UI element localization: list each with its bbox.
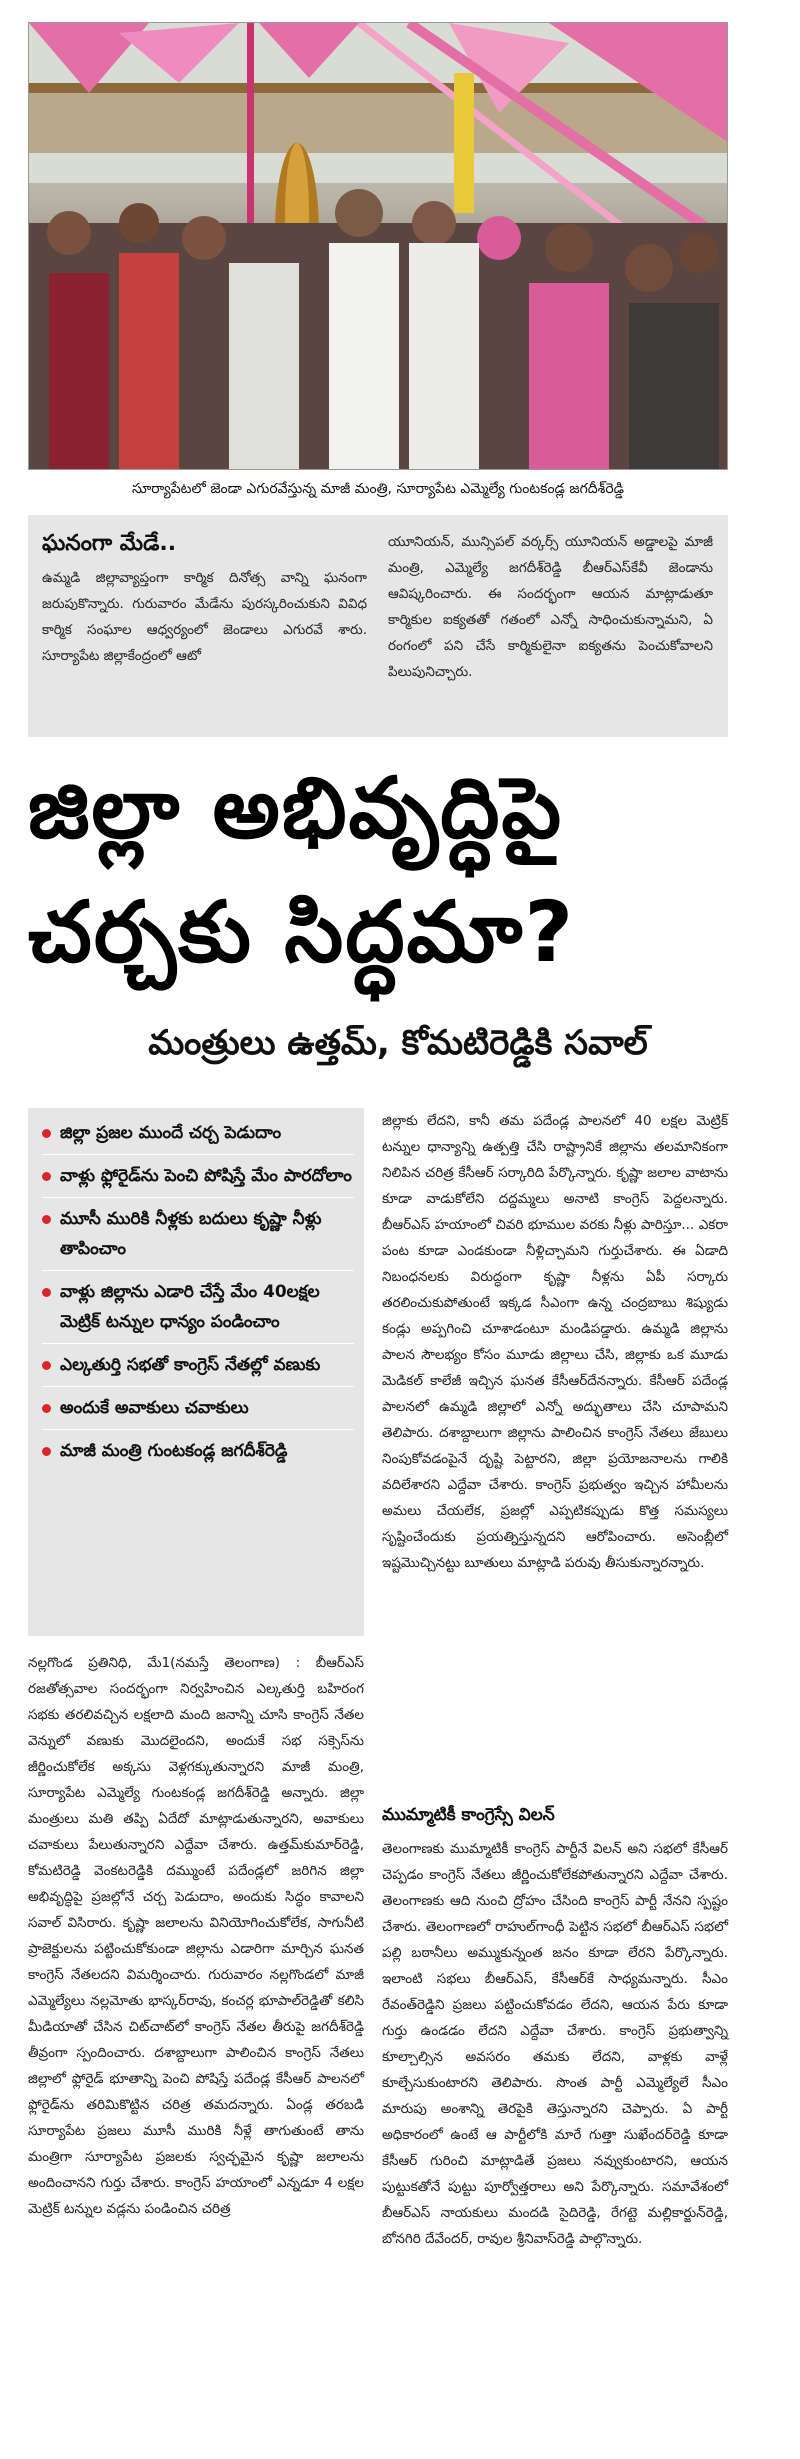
highlight-item: మాజీ మంత్రి గుంటకండ్ల జగదీశ్‌రెడ్డి [42, 1436, 354, 1472]
article-right-column-upper: జిల్లాకు లేదని, కానీ తమ పదేండ్ల పాలనలో 40 లక్షల మెట్రిక్ టన్నుల ధాన్యాన్ని ఉత్పత్తి చేసి రాష్ట్రానికే జిల్లాను తలమానికంగా నిలిపిన చరిత్ర కేసీఆర్ సర్కారిది పేర్కొన్నారు. కృష్ణా జలాల వాటాను కూడా వాడుకోలేని దద్దమ్మలు అనాటి కాంగ్రెస్ పెద్దలన్నారు. బీఆర్‌ఎస్ హయాంలో చివరి భూముల వరకు నీళ్లు పారిస్తూ... ఎకరా పంట కూడా ఎండకుండా నీళ్లిచ్చామని గుర్తుచేశారు. ఈ ఏడాది నిబంధనలకు విరుద్ధంగా కృష్ణా నీళ్లను ఏపీ సర్కారు తరలించుకుపోతుంటే ఇక్కడ సీఎంగా ఉన్న చంద్రబాబు శిష్యుడు కండ్లు అప్పగించి చూశాడంటూ మండిపడ్డారు. ఉమ్మడి జిల్లాను పాలన సౌలభ్యం కోసం మూడు జిల్లాలు చేసి, జిల్లాకు ఒక మూడు మెడికల్ కాలేజీ ఇచ్చిన ఘనత కేసీఆర్‌దేనన్నారు. కేసీఆర్ పదేండ్ల పాలనలో ఉమ్మడి జిల్లాలో ఎన్నో అద్భుతాలు చేసి చూపామని తెలిపారు. దశాబ్దాలుగా జిల్లాను పాలించిన కాంగ్రెస్ నేతలు జేబులు నింపుకోవడంపైనే దృష్టి పెట్టారని, జిల్లా ప్రయోజనాలను గాలికి వదిలేశారని ఎద్దేవా చేశారు. కాంగ్రెస్ ప్రభుత్వం ఇచ్చిన హామీలను అమలు చేయలేక, ప్రజల్లో ఎప్పటికప్పుడు కొత్త సమస్యలు సృష్టించేందుకు ప్రయత్నిస్తున్నదని ఆరోపించారు. అసెంబ్లీలో ఇష్టమొచ్చినట్టు బూతులు మాట్లాడి పరువు తీసుకున్నారన్నారు. [382, 1113, 728, 1571]
bullet-icon [42, 1215, 51, 1224]
may-day-title: ఘనంగా మేడే.. [42, 531, 177, 556]
may-day-right-column [388, 529, 713, 685]
bullet-icon [42, 1361, 51, 1370]
photo-caption: సూర్యాపేటలో జెండా ఎగురవేస్తున్న మాజీ మంత్రి, సూర్యాపేట ఎమ్మెల్యే గుంటకండ్ల జగదీశ్‌రెడ్డి [132, 481, 624, 497]
highlight-item: వాళ్లు జిల్లాను ఎడారి చేస్తే మేం 40లక్షల మెట్రిక్ టన్నుల ధాన్యం పండించాం [42, 1277, 354, 1344]
bullet-icon [42, 1447, 51, 1456]
may-day-right-text: యూనియన్, మున్సిపల్ వర్కర్స్ యూనియన్ అడ్డాలపై మాజీ మంత్రి, ఎమ్మెల్యే జగదీశ్‌రెడ్డి బీఆర్‌ఎస్‌కేవీ జెండాను ఆవిష్కరించారు. ఈ సందర్భంగా ఆయన మాట్లాడుతూ కార్మికుల ఐక్యతతో గతంలో ఎన్నో సాధించుకున్నామని, ఏ రంగంలో పని చేసే కార్మికులైనా ఐక్యతను పెంచుకోవాలని పిలుపునిచ్చారు. [388, 534, 713, 680]
article-right-column-lower-text: తెలంగాణకు ముమ్మాటికీ కాంగ్రెస్ పార్టీనే విలన్ అని సభలో కేసీఆర్ చెప్పడం కాంగ్రెస్ నేతలు జీర్ణించుకోలేకపోతున్నారని ఎద్దేవా చేశారు. తెలంగాణకు ఆది నుంచి ద్రోహం చేసింది కాంగ్రెస్ పార్టీ నేనని స్పష్టం చేశారు. తెలంగాణలో రాహుల్‌గాంధీ పెట్టిన సభలో బీఆర్‌ఎస్ సభలో పల్లి బఠానీలు అమ్ముకున్నంత జనం కూడా లేరని పేర్కొన్నారు. ఇలాంటి సభలు బీఆర్‌ఎస్, కేసీఆర్‌కే సాధ్యమన్నారు. సీఎం రేవంత్‌రెడ్డిని ప్రజలు పట్టించుకోవడం లేదని, ఆయన పేరు కూడా గుర్తు ఉండడం లేదని ఎద్దేవా చేశారు. కాంగ్రెస్ ప్రభుత్వాన్ని కూల్చాల్సిన అవసరం తమకు లేదని, వాళ్లకు వాళ్లే కూల్చేసుకుంటారని తెలిపారు. సొంత పార్టీ ఎమ్మెల్యేలే సీఎం మారుపు అంశాన్ని తెరపైకి తెస్తున్నారని చెప్పారు. ఏ పార్టీ అధికారంలో ఉంటే ఆ పార్టీలోకి మారే గుత్తా సుఖేందర్‌రెడ్డి కూడా కేసీఆర్ గురించి మాట్లాడితే ప్రజలు నవ్వుకుంటారని, ఆయన పుట్టుకతోనే పుట్టు పూర్వోత్తరాలు అని పేర్కొన్నారు. సమావేశంలో బీఆర్‌ఎస్ నాయకులు మందడి సైదిరెడ్డి, రేగట్టె మల్లికార్జున్‌రెడ్డి, బోనగిరి దేవేందర్, రావుల శ్రీనివాస్‌రెడ్డి పాల్గొన్నారు. [382, 1841, 728, 2247]
article-right-column-lower [382, 1790, 728, 2252]
headline-line-2: చర్చకు సిద్ధమా? [28, 883, 576, 981]
bullet-icon [42, 1288, 51, 1297]
highlight-item: వాళ్లు ఫ్లోరైడ్‌ను పెంచి పోషిస్తే మేం పారదోలాం [42, 1161, 354, 1198]
section-heading: ముమ్మాటికీ కాంగ్రెస్సే విలన్ [382, 1805, 555, 1825]
bullet-icon [42, 1172, 51, 1181]
bullet-icon [42, 1404, 51, 1413]
bullet-icon [42, 1129, 51, 1138]
may-day-left-text: ఉమ్మడి జిల్లావ్యాప్తంగా కార్మిక దినోత్స వాన్ని ఘనంగా జరుపుకొన్నారు. గురువారం మేడేను పురస్కరించుకుని వివిధ కార్మిక సంఘాల ఆధ్వర్యంలో జెండాలు ఎగురవే శారు. సూర్యాపేట జిల్లాకేంద్రంలో ఆటో [42, 570, 367, 664]
article-left-column: నల్లగొండ ప్రతినిధి, మే1(నమస్తే తెలంగాణ) : బీఆర్‌ఎస్ రజతోత్సవాల సందర్భంగా నిర్వహించిన ఎల్కతుర్తి బహిరంగ సభకు తరలివచ్చిన లక్షలాది మంది జనాన్ని చూసి కాంగ్రెస్ నేతల వెన్నులో వణుకు మొదలైందని, అందుకే సభ సక్సెస్‌ను జీర్ణించుకోలేక అక్కసు వెళ్లగక్కుతున్నారని మాజీ మంత్రి, సూర్యాపేట ఎమ్మెల్యే గుంటకండ్ల జగదీశ్‌రెడ్డి అన్నారు. జిల్లా మంత్రులు మతి తప్పి ఏదేదో మాట్లాడుతున్నారని, అవాకులు చవాకులు పేలుతున్నారని ఎద్దేవా చేశారు. ఉత్తమ్‌కుమార్‌రెడ్డి, కోమటిరెడ్డి వెంకటరెడ్డికి దమ్ముంటే పదేండ్లలో జరిగిన జిల్లా అభివృద్ధిపై ప్రజల్లోనే చర్చ పెడుదాం, అందుకు సిద్ధం కావాలని సవాల్ విసిరారు. కృష్ణా జలాలను వినియోగించుకోలేక, సాగునీటి ప్రాజెక్టులను పట్టించుకోకుండా జిల్లాను ఎడారిగా మార్చిన ఘనత కాంగ్రెస్ నేతలదని విమర్శించారు. గురువారం నల్లగొండలో మాజీ ఎమ్మెల్యేలు నల్లమోతు భాస్కర్‌రావు, కంచర్ల భూపాల్‌రెడ్డితో కలిసి మీడియాతో చేసిన చిట్‌చాట్‌లో కాంగ్రెస్ నేతల తీరుపై జగదీశ్‌రెడ్డి తీవ్రంగా స్పందించారు. దశాబ్దాలుగా పాలించిన కాంగ్రెస్ నేతలు జిల్లాలో ఫ్లోరైడ్ భూతాన్ని పెంచి పోషిస్తే పదేండ్ల కేసీఆర్ పాలనలో ఫ్లోరైడ్‌ను తరిమికొట్టిన చరిత్ర తమదన్నారు. ఏండ్ల తరబడి సూర్యాపేట ప్రజలు మూసీ మురికి నీళ్లే తాగుతుంటే తాను మంత్రిగా సూర్యాపేట ప్రజలకు స్వచ్ఛమైన కృష్ణా జలాలను అందించానని గుర్తు చేశారు. కాంగ్రెస్ హయాంలో ఎన్నడూ 4 లక్షల మెట్రిక్ టన్నుల వడ్లను పండించిన చరిత్ర [28, 1655, 364, 2217]
may-day-left-column [42, 529, 367, 669]
news-photo [28, 22, 728, 470]
highlight-item: అందుకే అవాకులు చవాకులు [42, 1393, 354, 1430]
highlight-item: ఎల్కతుర్తి సభతో కాంగ్రెస్ నేతల్లో వణుకు [42, 1350, 354, 1387]
headline-line-1: జిల్లా అభివృద్ధిపై [28, 759, 564, 857]
subheadline: మంత్రులు ఉత్తమ్, కోమటిరెడ్డికి సవాల్ [148, 1023, 648, 1063]
highlight-item: జిల్లా ప్రజల ముందే చర్చ పెడుదాం [42, 1118, 354, 1155]
headline [28, 746, 768, 994]
rally-scene-illustration [29, 23, 728, 470]
may-day-box [28, 515, 728, 737]
highlights-box [28, 1108, 364, 1636]
highlight-item: మూసీ మురికి నీళ్లకు బదులు కృష్ణా నీళ్లు తాపించాం [42, 1204, 354, 1271]
